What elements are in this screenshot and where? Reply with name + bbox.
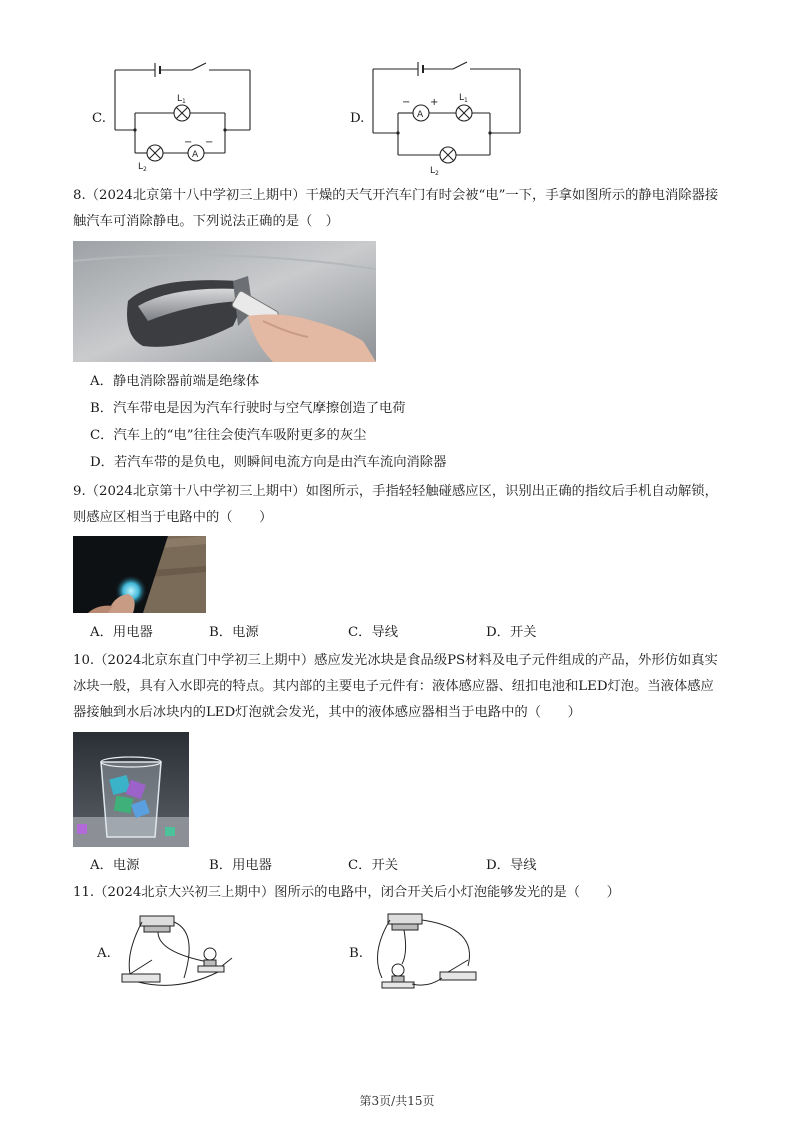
q9-option-d[interactable]: D．开关: [486, 625, 537, 640]
q9-option-b[interactable]: B．电源: [209, 625, 259, 640]
q11-circuit-figure-b[interactable]: [368, 908, 490, 998]
fingerprint-phone-photo: [73, 536, 206, 613]
question-10-stem: 10.（2024北京东直门中学初三上期中）感应发光冰块是食品级PS材料及电子元件组成的产品，外形仿如真实冰块一般，具有入水即亮的特点。其内部的主要电子元件有：液体感应器、纽扣电池和LED灯泡。当液体感应器接触到水后冰块内的LED灯泡就会发光，其中的液体感应器相当于电路中的（ ）: [73, 653, 718, 720]
glowing-ice-glass-photo: [73, 732, 189, 847]
ammeter-minus: −: [184, 137, 193, 148]
q9-option-a[interactable]: A．用电器: [90, 625, 153, 640]
q8-option-d[interactable]: D．若汽车带的是负电，则瞬间电流方向是由汽车流向消除器: [90, 455, 447, 470]
page-number-footer: 第3页/共15页: [359, 1094, 435, 1108]
q10-option-d[interactable]: D．导线: [486, 858, 537, 873]
lamp-l2-label: $L_2$: [430, 166, 439, 175]
q11-figure-b-label[interactable]: B.: [349, 946, 363, 961]
ammeter-symbol: A: [192, 150, 199, 160]
q8-option-a[interactable]: A．静电消除器前端是绝缘体: [90, 374, 260, 389]
q10-option-a[interactable]: A．电源: [90, 858, 140, 873]
ammeter-plus: +: [430, 97, 439, 108]
question-8-stem: 8.（2024北京第十八中学初三上期中）干燥的天气开汽车门有时会被“电”一下，手拿如图所示的静电消除器接触汽车可消除静电。下列说法正确的是（ ）: [73, 188, 719, 229]
circuit-diagram-c: [110, 58, 260, 173]
car-door-photo: [73, 241, 376, 362]
q9-option-c[interactable]: C．导线: [348, 625, 399, 640]
q11-figure-a-label[interactable]: A.: [97, 946, 111, 961]
circuit-diagram-d: [368, 55, 528, 175]
ammeter-minus: −: [402, 97, 411, 108]
q11-circuit-figure-a[interactable]: [118, 912, 240, 994]
ammeter-plus: −: [205, 137, 214, 148]
lamp-l1-label: $L_1$: [177, 94, 186, 105]
lamp-l2-label: $L_2$: [138, 162, 147, 173]
question-9-stem: 9.（2024北京第十八中学初三上期中）如图所示，手指轻轻触碰感应区，识别出正确的指纹后手机自动解锁，则感应区相当于电路中的（ ）: [73, 484, 718, 525]
q8-option-b[interactable]: B．汽车带电是因为汽车行驶时与空气摩擦创造了电荷: [90, 401, 406, 416]
question-11-stem: 11.（2024北京大兴初三上期中）图所示的电路中，闭合开关后小灯泡能够发光的是（ ）: [73, 885, 620, 900]
lamp-l1-label: $L_1$: [459, 93, 468, 104]
q8-option-c[interactable]: C．汽车上的“电”往往会使汽车吸附更多的灰尘: [90, 428, 367, 443]
option-d-label: D.: [350, 111, 365, 126]
ammeter-symbol: A: [417, 110, 424, 120]
q10-option-c[interactable]: C．开关: [348, 858, 399, 873]
q10-option-b[interactable]: B．用电器: [209, 858, 272, 873]
option-c-label: C.: [92, 111, 106, 126]
